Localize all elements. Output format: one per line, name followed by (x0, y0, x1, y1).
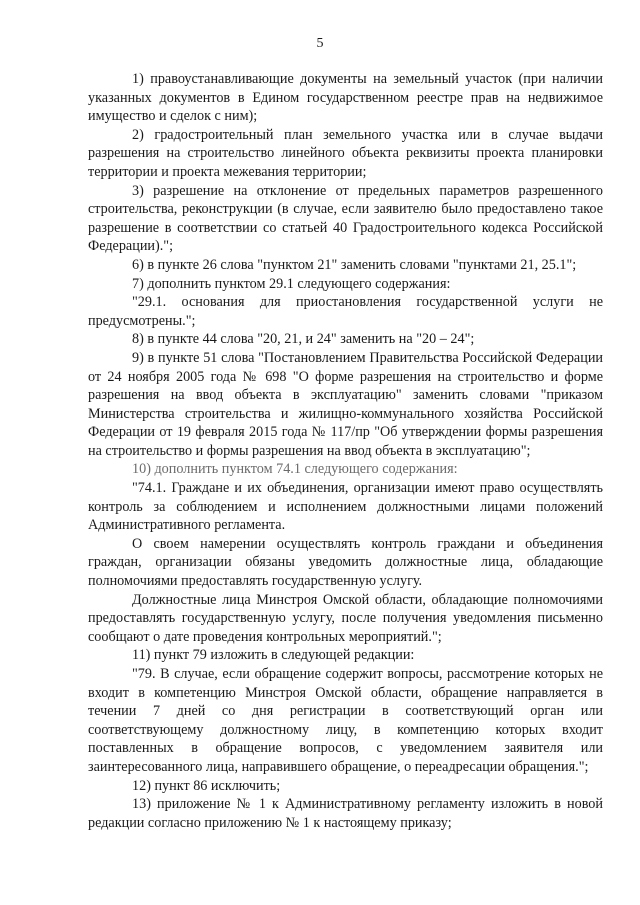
paragraph-item-7: 7) дополнить пунктом 29.1 следующего содержания: (132, 275, 451, 292)
paragraph-item-11: 11) пункт 79 изложить в следующей редакции: (132, 647, 415, 664)
paragraph-control-intent: О своем намерении осуществлять контроль граждани и объединения граждан, организации обязаны уведомить должностные лица, обладающие полномочиями предоставлять государственную услугу. (88, 535, 603, 590)
paragraph-item-2: 2) градостроительный план земельного участка или в случае выдачи разрешения на строительство линейного объекта реквизиты проекта планировки территории и проекта межевания территории; (88, 126, 603, 180)
page-number: 5 (316, 36, 324, 51)
paragraph-item-1: 1) правоустанавливающие документы на земельный участок (при наличии указанных документов в Едином государственном реестре прав на недвижимое имущество и сделок с ним); (88, 71, 603, 125)
paragraph-item-10: 10) дополнить пунктом 74.1 следующего содержания: (132, 461, 458, 478)
document-body (88, 70, 603, 832)
paragraph-item-8: 8) в пункте 44 слова "20, 21, и 24" заменить на "20 – 24"; (132, 331, 475, 348)
paragraph-quote-74-1: "74.1. Граждане и их объединения, организации имеют право осуществлять контроль за соблюдением и исполнением должностными лицами положений Административного регламента. (88, 480, 603, 534)
paragraph-item-6: 6) в пункте 26 слова "пунктом 21" заменить словами "пунктами 21, 25.1"; (132, 256, 577, 273)
paragraph-item-12: 12) пункт 86 исключить; (132, 777, 281, 794)
paragraph-quote-79: "79. В случае, если обращение содержит вопросы, рассмотрение которых не входит в компетенцию Минстроя Омской области, обращение направляется в течении 7 дней со дня регистрации в соответствующий орган или соответствующему должностному лицу, в компетенцию которых входит поставленных в обращение вопросов, с уведомлением заявителя или заинтересованного лица, направившего обращение, о переадресации обращения."; (88, 666, 603, 775)
paragraph-item-3: 3) разрешение на отклонение от предельных параметров разрешенного строительства, реконструкции (в случае, если заявителю было предоставлено такое разрешение в соответствии со статьей 40 Градостроительного кодекса Российской Федерации)."; (88, 182, 603, 255)
paragraph-item-9: 9) в пункте 51 слова "Постановлением Правительства Российской Федерации от 24 ноября 2005 года № 698 "О форме разрешения на строительство и форме разрешения на ввод объекта в эксплуатацию" заменить словами "приказом Министерства строительства и жилищно-коммунального хозяйства Российской Федерации от 19 февраля 2015 года № 117/пр "Об утверждении формы разрешения на строительство и формы разрешения на ввод объекта в эксплуатацию"; (88, 349, 603, 459)
paragraph-officials: Должностные лица Минстроя Омской области, обладающие полномочиями предоставлять государственную услугу, после получения уведомления письменно сообщают о дате проведения контрольных мероприятий."; (88, 591, 603, 645)
paragraph-quote-29-1: "29.1. основания для приостановления государственной услуги не предусмотрены."; (88, 294, 603, 329)
paragraph-item-13: 13) приложение № 1 к Административному регламенту изложить в новой редакции согласно приложению № 1 к настоящему приказу; (88, 796, 603, 831)
